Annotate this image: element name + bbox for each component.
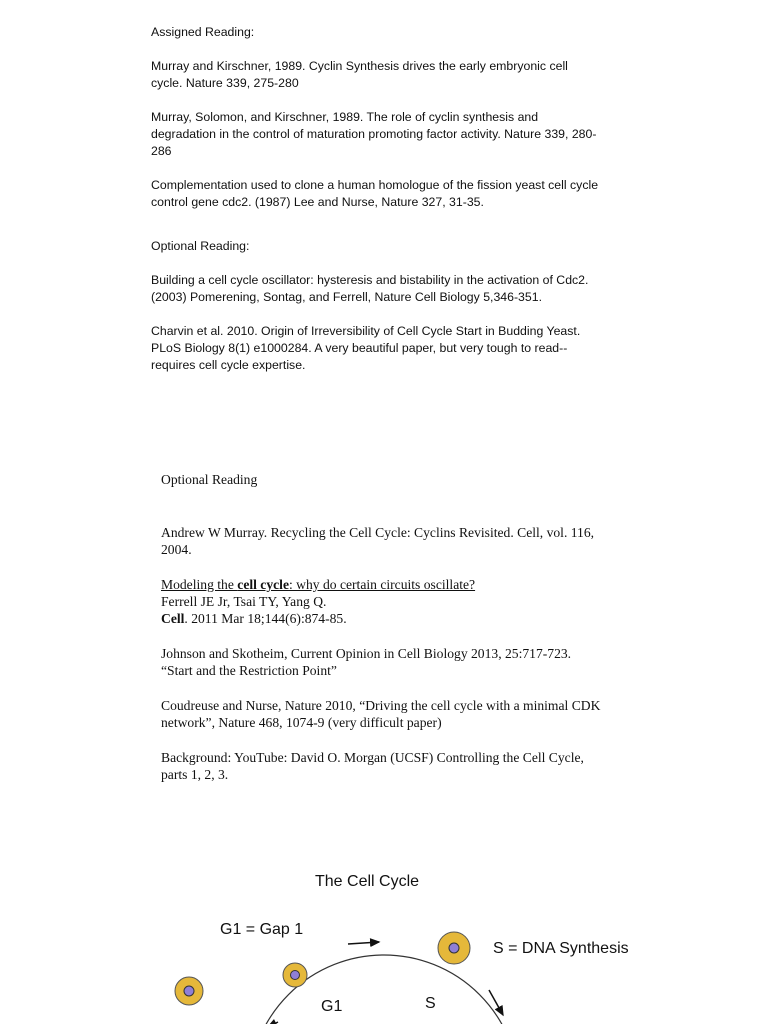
cell-cycle-title: The Cell Cycle [315, 873, 420, 890]
background-reference: Background: YouTube: David O. Morgan (UCSF) Controlling the Cell Cycle, parts 1, 2, 3. [161, 750, 584, 782]
cell-cycle-diagram [0, 860, 768, 1024]
cycle-arrow-right [489, 990, 503, 1015]
cycle-arrow-top [348, 942, 379, 944]
assigned-item-3: Complementation used to clone a human homologue of the fission yeast cell cycle control gene cdc2. (1987) Lee and Nurse, Nature 327, 31-35. [151, 178, 599, 209]
optional-reading-list-2 [161, 471, 611, 801]
cell-icon [283, 963, 307, 987]
coudreuse-reference: Coudreuse and Nurse, Nature 2010, “Driving the cell cycle with a minimal CDK network”, Nature 468, 1074-9 (very difficult paper) [161, 698, 601, 730]
optional-reading-heading: Optional Reading: [151, 239, 250, 253]
ferrell-title[interactable]: Modeling the cell cycle: why do certain circuits oscillate? [161, 577, 476, 592]
assigned-reading-heading: Assigned Reading: [151, 25, 255, 39]
optional-item-1: Building a cell cycle oscillator: hysteresis and bistability in the activation of Cdc2. (2003) Pomerening, Sontag, and Ferrell, Nature Cell Biology 5,346-351. [151, 273, 589, 304]
s-phase-label: S [425, 995, 436, 1012]
johnson-reference: Johnson and Skotheim, Current Opinion in Cell Biology 2013, 25:717-723. “Start and the Restriction Point” [161, 646, 572, 678]
assigned-item-1: Murray and Kirschner, 1989. Cyclin Synthesis drives the early embryonic cell cycle. Nature 339, 275-280 [151, 59, 568, 90]
ferrell-reference [161, 576, 611, 627]
optional-reading-heading-2: Optional Reading [161, 472, 258, 487]
g1-phase-label: G1 [321, 998, 343, 1015]
cell-icon [175, 977, 203, 1005]
murray-reference: Andrew W Murray. Recycling the Cell Cycle: Cyclins Revisited. Cell, vol. 116, 2004. [161, 525, 595, 557]
assigned-and-optional-reading [151, 24, 601, 391]
assigned-item-2: Murray, Solomon, and Kirschner, 1989. The role of cyclin synthesis and degradation in the control of maturation promoting factor activity. Nature 339, 280-286 [151, 110, 597, 158]
g1-definition-label: G1 = Gap 1 [220, 921, 304, 938]
ferrell-journal: Cell [161, 611, 185, 626]
ferrell-authors: Ferrell JE Jr, Tsai TY, Yang Q. [161, 594, 327, 609]
optional-item-2: Charvin et al. 2010. Origin of Irreversibility of Cell Cycle Start in Budding Yeast. PLoS Biology 8(1) e1000284. A very beautiful paper, but very tough to read--requires cell cycle expertise. [151, 324, 581, 372]
s-definition-label: S = DNA Synthesis [493, 940, 629, 957]
ferrell-citation: . 2011 Mar 18;144(6):874-85. [184, 611, 347, 626]
cell-icon [438, 932, 470, 964]
